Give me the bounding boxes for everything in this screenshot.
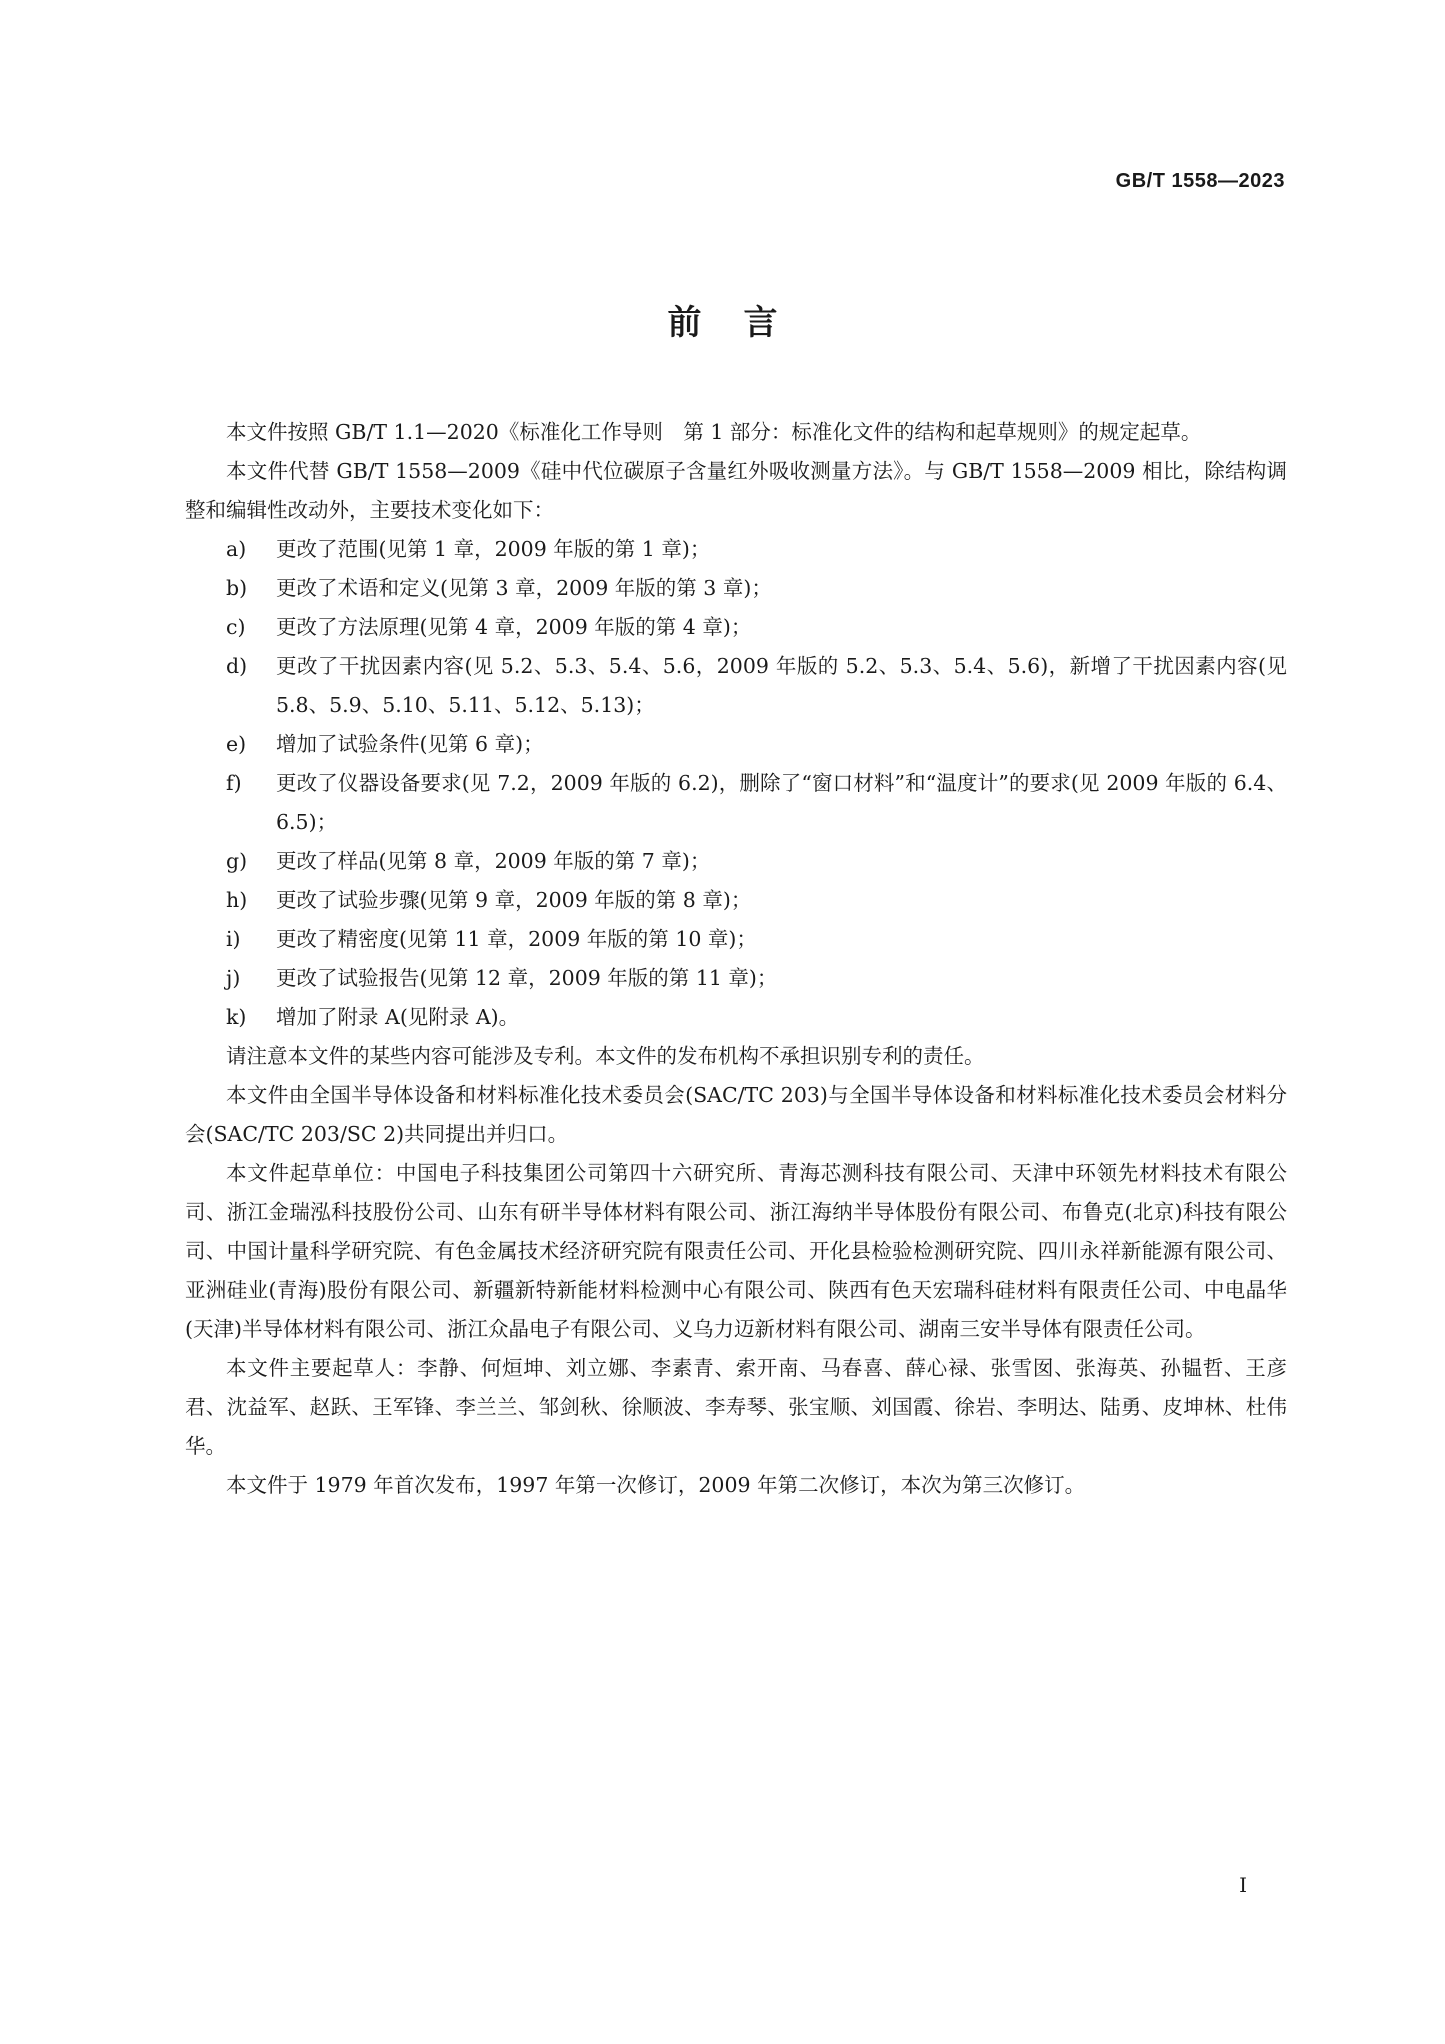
list-item-text: 更改了精密度(见第 11 章，2009 年版的第 10 章)； — [276, 927, 757, 951]
list-item-text: 更改了方法原理(见第 4 章，2009 年版的第 4 章)； — [276, 615, 752, 639]
list-marker: i) — [226, 927, 241, 951]
list-item — [185, 842, 1287, 881]
list-item-text: 更改了仪器设备要求(见 7.2，2009 年版的 6.2)，删除了“窗口材料”和“温度计”的要求(见 2009 年版的 6.4、6.5)； — [276, 771, 1287, 834]
list-item — [185, 608, 1287, 647]
changes-list — [185, 530, 1287, 1037]
list-marker: h) — [226, 888, 248, 912]
list-marker: e) — [226, 732, 247, 756]
list-marker: g) — [226, 849, 248, 873]
list-marker: a) — [226, 537, 247, 561]
list-item — [185, 959, 1287, 998]
paragraph: 本文件主要起草人：李静、何烜坤、刘立娜、李素青、索开南、马春喜、薛心禄、张雪囡、张海英、孙韫哲、王彦君、沈益军、赵跃、王军锋、李兰兰、邹剑秋、徐顺波、李寿琴、张宝顺、刘国霞、徐岩、李明达、陆勇、皮坤林、杜伟华。 — [185, 1356, 1287, 1458]
paragraph: 本文件代替 GB/T 1558—2009《硅中代位碳原子含量红外吸收测量方法》。与 GB/T 1558—2009 相比，除结构调整和编辑性改动外，主要技术变化如下： — [185, 459, 1287, 522]
list-item-text: 更改了试验报告(见第 12 章，2009 年版的第 11 章)； — [276, 966, 778, 990]
list-item-text: 更改了范围(见第 1 章，2009 年版的第 1 章)； — [276, 537, 711, 561]
paragraph: 本文件由全国半导体设备和材料标准化技术委员会(SAC/TC 203)与全国半导体设备和材料标准化技术委员会材料分会(SAC/TC 203/SC 2)共同提出并归口。 — [185, 1083, 1287, 1146]
list-marker: f) — [226, 771, 242, 795]
list-marker: d) — [226, 654, 248, 678]
list-item — [185, 725, 1287, 764]
list-item — [185, 647, 1287, 725]
page-number: I — [1239, 1873, 1247, 1897]
list-item — [185, 764, 1287, 842]
list-item-text: 更改了样品(见第 8 章，2009 年版的第 7 章)； — [276, 849, 711, 873]
list-marker: c) — [226, 615, 246, 639]
page-title: 前言 — [667, 303, 820, 343]
list-item-text: 增加了附录 A(见附录 A)。 — [276, 1005, 520, 1029]
list-item-text: 更改了术语和定义(见第 3 章，2009 年版的第 3 章)； — [276, 576, 772, 600]
list-item — [185, 530, 1287, 569]
list-item — [185, 569, 1287, 608]
list-marker: b) — [226, 576, 248, 600]
document-body — [185, 413, 1287, 1505]
paragraph: 本文件按照 GB/T 1.1—2020《标准化工作导则 第 1 部分：标准化文件的结构和起草规则》的规定起草。 — [226, 420, 1202, 444]
standard-number: GB/T 1558—2023 — [1115, 170, 1285, 192]
list-marker: j) — [226, 966, 241, 990]
paragraph: 本文件于 1979 年首次发布，1997 年第一次修订，2009 年第二次修订，本次为第三次修订。 — [226, 1473, 1086, 1497]
list-item-text: 更改了干扰因素内容(见 5.2、5.3、5.4、5.6，2009 年版的 5.2、5.3、5.4、5.6)，新增了干扰因素内容(见 5.8、5.9、5.10、5.11、5.12、5.13)； — [276, 654, 1287, 717]
list-item — [185, 998, 1287, 1037]
list-marker: k) — [226, 1005, 247, 1029]
paragraph: 请注意本文件的某些内容可能涉及专利。本文件的发布机构不承担识别专利的责任。 — [226, 1044, 985, 1068]
list-item — [185, 920, 1287, 959]
list-item-text: 增加了试验条件(见第 6 章)； — [276, 732, 544, 756]
list-item — [185, 881, 1287, 920]
list-item-text: 更改了试验步骤(见第 9 章，2009 年版的第 8 章)； — [276, 888, 752, 912]
paragraph: 本文件起草单位：中国电子科技集团公司第四十六研究所、青海芯测科技有限公司、天津中环领先材料技术有限公司、浙江金瑞泓科技股份公司、山东有研半导体材料有限公司、浙江海纳半导体股份有限公司、布鲁克(北京)科技有限公司、中国计量科学研究院、有色金属技术经济研究院有限责任公司、开化县检验检测研究院、四川永祥新能源有限公司、亚洲硅业(青海)股份有限公司、新疆新特新能材料检测中心有限公司、陕西有色天宏瑞科硅材料有限责任公司、中电晶华(天津)半导体材料有限公司、浙江众晶电子有限公司、义乌力迈新材料有限公司、湖南三安半导体有限责任公司。 — [185, 1161, 1287, 1341]
